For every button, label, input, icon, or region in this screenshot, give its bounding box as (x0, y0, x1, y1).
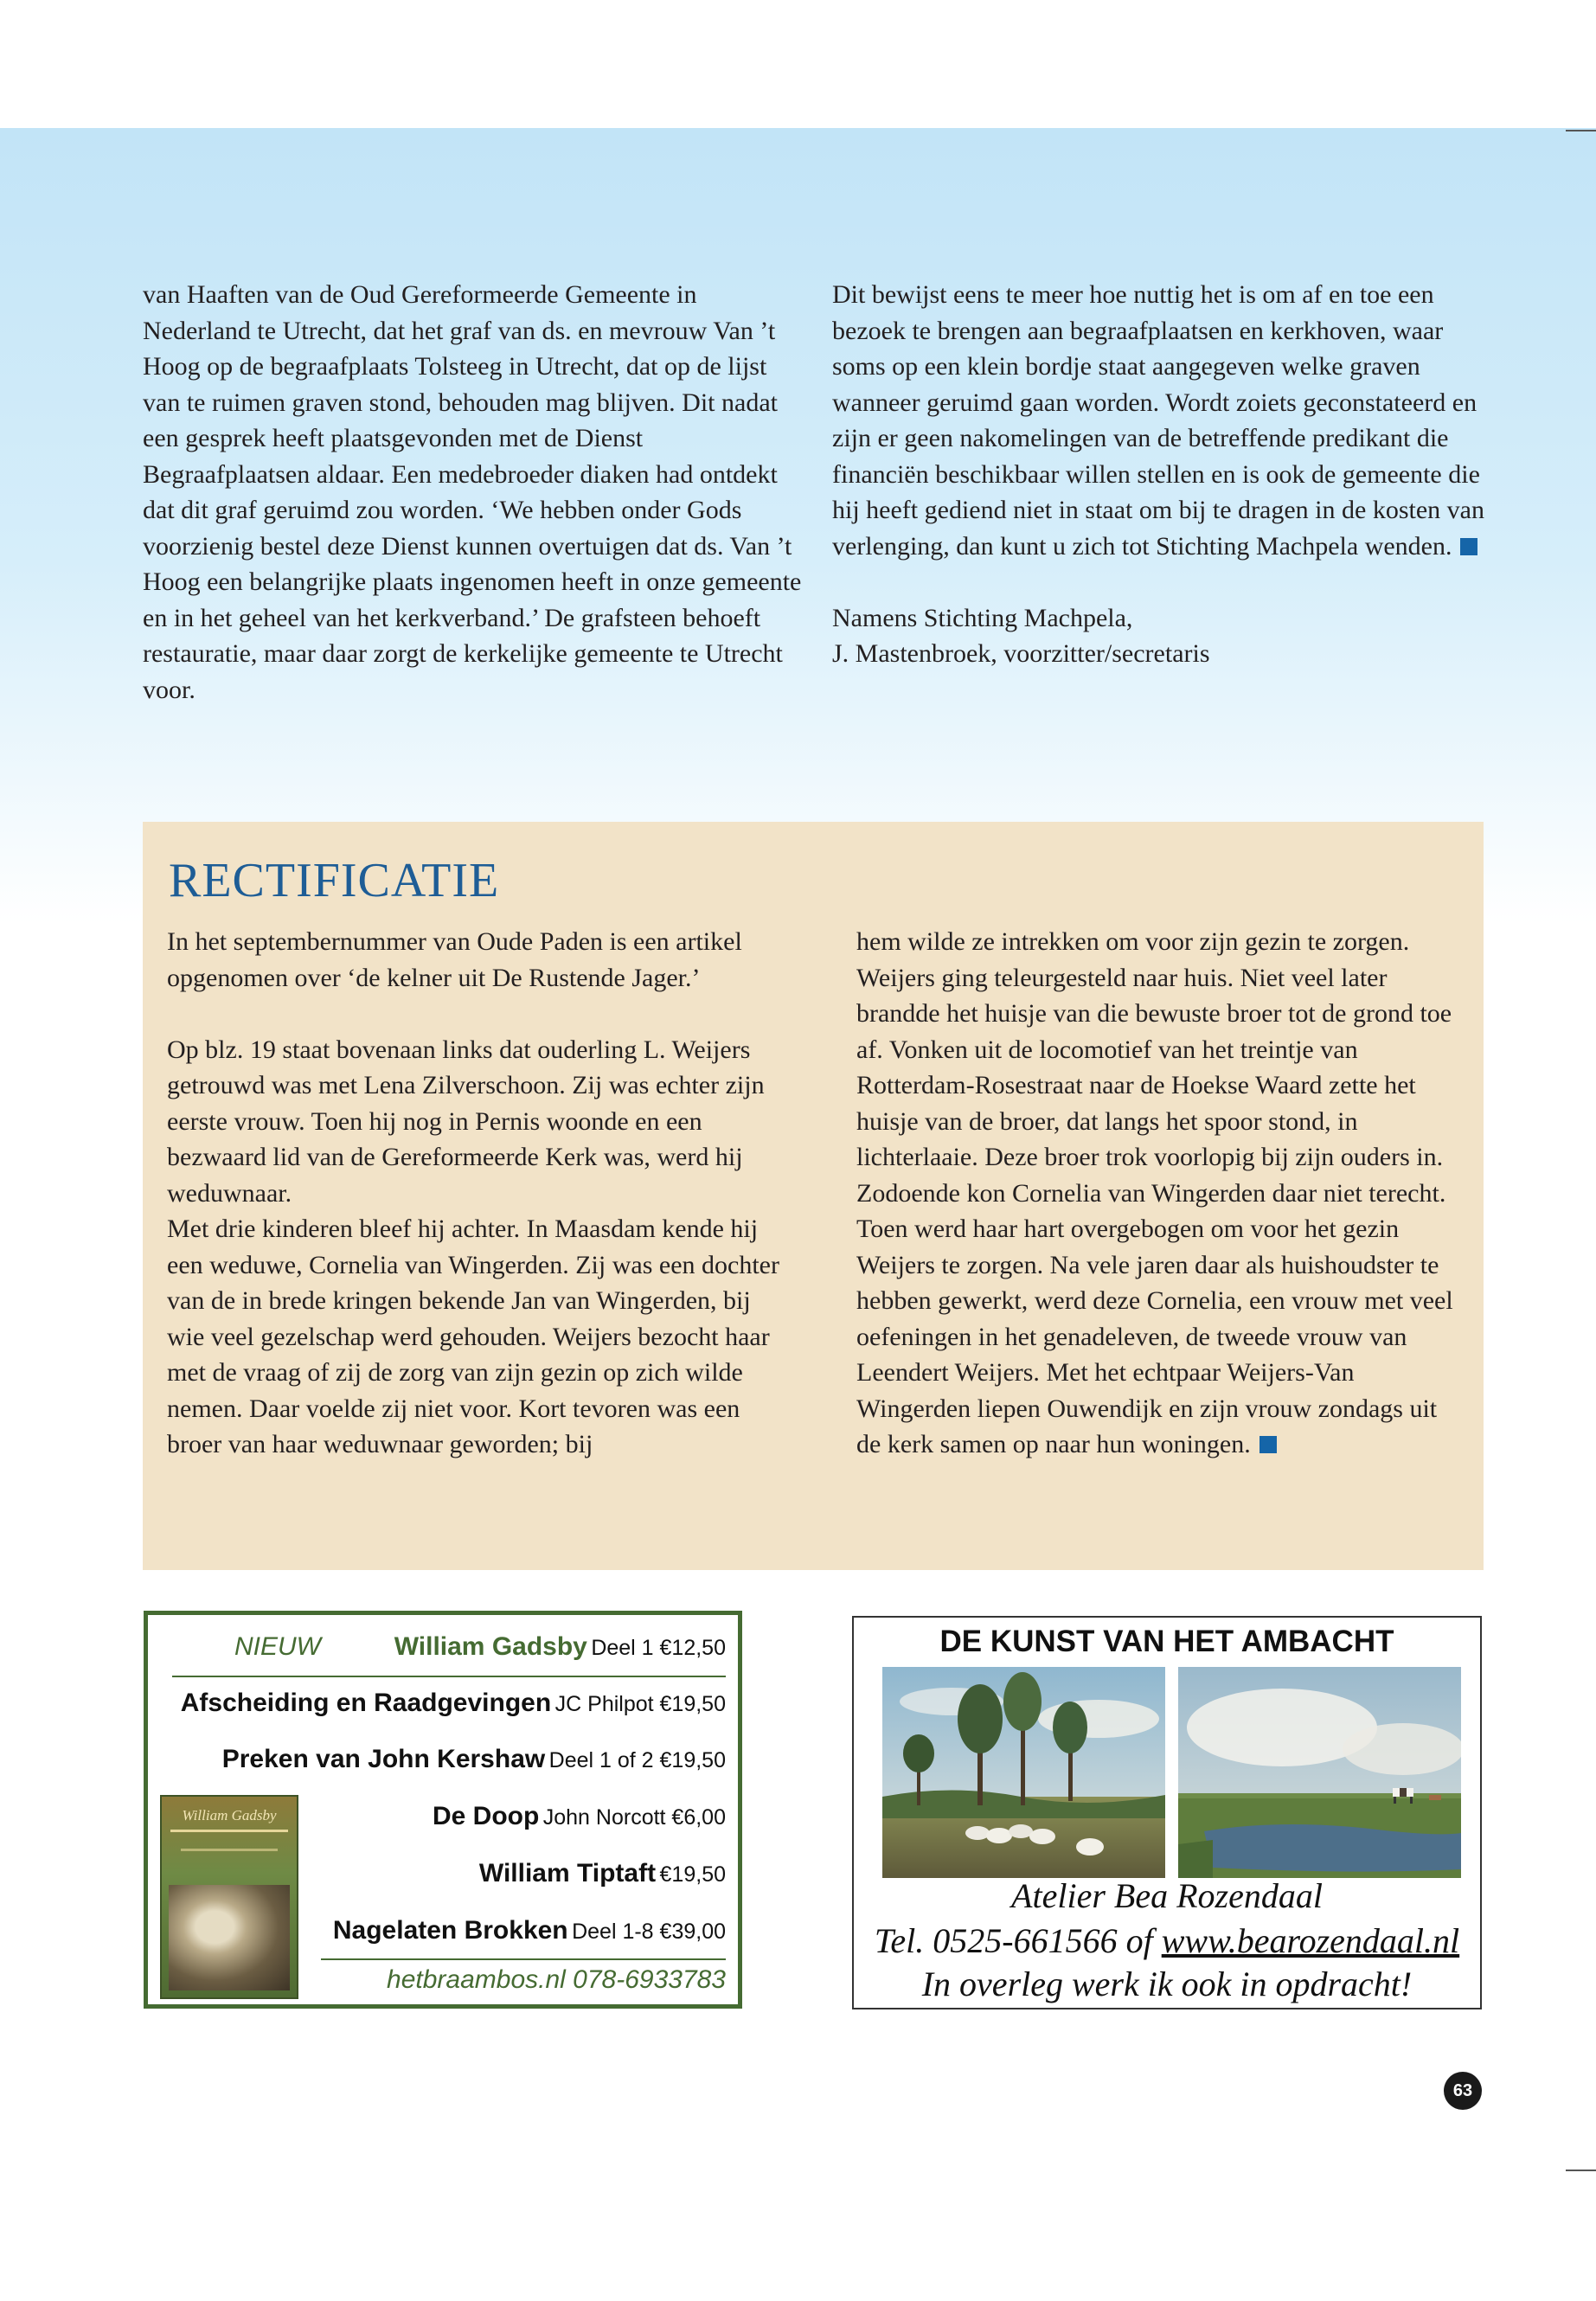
rectificatie-title: RECTIFICATIE (169, 854, 500, 907)
ad-title: DE KUNST VAN HET AMBACHT (939, 1625, 1394, 1658)
ad-book-detail: JC Philpot €19,50 (554, 1692, 726, 1716)
ad-book-line (433, 1802, 726, 1831)
ad-book-line (181, 1689, 726, 1718)
end-square-icon (1460, 538, 1477, 555)
ad-divider (172, 1676, 726, 1677)
braambos-advertisement (144, 1611, 742, 2009)
article-paragraph (832, 277, 1490, 564)
article-right-column (832, 277, 1490, 672)
ad-book-line (394, 1632, 726, 1662)
rectificatie-paragraph: Met drie kinderen bleef hij achter. In Maasdam kende hij een weduwe, Cornelia van Wingerden. Zij was een dochter van de in brede kringen bekende Jan van Wingerden, bij wie veel gezelschap werd gehouden. Weijers bezocht haar met de vraag of zij de zorg van zijn gezin op zich wilde nemen. Daar voelde zij niet voor. Kort tevoren was een broer van haar weduwnaar geworden; bij (167, 1215, 779, 1458)
ad-book-title: William Gadsby (394, 1632, 587, 1661)
book-cover-image (160, 1795, 298, 1999)
crop-mark (1566, 2170, 1596, 2171)
signature-line: J. Mastenbroek, voorzitter/secretaris (832, 639, 1210, 668)
crop-mark (1566, 130, 1596, 131)
ad-divider (321, 1958, 726, 1960)
ad-book-title: Nagelaten Brokken (332, 1916, 568, 1945)
ad-book-detail: John Norcott €6,00 (542, 1805, 726, 1830)
ad-nieuw-label: NIEUW (234, 1632, 321, 1661)
ad-book-title: William Tiptaft (478, 1859, 657, 1888)
ad-book-detail: Deel 1-8 €39,00 (572, 1920, 726, 1944)
page-number: 63 (1444, 2072, 1482, 2110)
signature-line: Namens Stichting Machpela, (832, 603, 1133, 632)
ad-website-link[interactable]: www.bearozendaal.nl (1161, 1921, 1460, 1960)
ad-commission-note: In overleg werk ik ook in opdracht! (921, 1965, 1413, 2003)
rectificatie-right-column (856, 924, 1462, 1463)
painting-heath-sheep (882, 1667, 1165, 1878)
ad-atelier-name: Atelier Bea Rozendaal (1011, 1876, 1323, 1915)
ad-book-title: Afscheiding en Raadgevingen (180, 1689, 552, 1717)
book-cover-title: William Gadsby (182, 1807, 277, 1823)
rectificatie-paragraph-text: hem wilde ze intrekken om voor zijn gezin te zorgen. Weijers ging teleurgesteld naar huis. Niet veel later brandde het huisje van die bewuste broer tot de grond toe af. Vonken uit de locomotief van het treintje van Rotterdam-Rosestraat naar de Hoekse Waard zette het huisje van de broer, dat langs het spoor stond, in lichterlaaie. Deze broer trok voorlopig bij zijn ouders in. Zodoende kon Cornelia van Wingerden daar niet terecht. Toen werd haar hart overgebogen om voor het gezin Weijers te zorgen. Na vele jaren daar als huishoudster te hebben gewerkt, werd deze Cornelia, een vrouw met veel oefeningen in het genadeleven, de tweede vrouw van Leendert Weijers. Met het echtpaar Weijers-Van Wingerden liepen Ouwendijk en zijn vrouw zondags uit de kerk samen op naar hun woningen. (856, 927, 1453, 1458)
article-left-column (143, 277, 809, 708)
rectificatie-paragraph: Op blz. 19 staat bovenaan links dat ouderling L. Weijers getrouwd was met Lena Zilverschoon. Zij was echter zijn eerste vrouw. Toen hij nog in Pernis woonde en een bezwaard lid van de Gereformeerde Kerk was, werd hij weduwnaar. (167, 1035, 765, 1208)
ad-contact-line (854, 1920, 1480, 1961)
ad-contact: hetbraambos.nl 078-6933783 (387, 1965, 726, 1994)
ad-book-title: De Doop (432, 1802, 540, 1830)
painting-cows-pond (1178, 1667, 1461, 1878)
end-square-icon (1259, 1436, 1277, 1453)
rectificatie-left-column (167, 924, 790, 1463)
ad-book-detail: Deel 1 €12,50 (591, 1636, 726, 1660)
rectificatie-paragraph (856, 924, 1462, 1463)
ad-book-detail: Deel 1 of 2 €19,50 (548, 1748, 726, 1772)
ad-book-line (333, 1916, 726, 1945)
book-portrait-image (169, 1885, 290, 1990)
rectificatie-paragraph: In het septembernummer van Oude Paden is een artikel opgenomen over ‘de kelner uit De Rustende Jager.’ (167, 927, 742, 992)
article-paragraph-text: Dit bewijst eens te meer hoe nuttig het is om af en toe een bezoek te brengen aan begraafplaatsen en kerkhoven, waar soms op een klein bordje staat aangegeven welke graven wanneer geruimd gaan worden. Wordt zoiets geconstateerd en zijn er geen nakomelingen van de betreffende predikant die financiën beschikbaar willen stellen en is ook de gemeente die hij heeft gediend niet in staat om bij te dragen in de kosten van verlenging, dan kunt u zich tot Stichting Machpela wenden. (832, 280, 1484, 561)
ad-book-detail: €19,50 (659, 1862, 726, 1887)
article-paragraph: van Haaften van de Oud Gereformeerde Gemeente in Nederland te Utrecht, dat het graf van ds. en mevrouw Van ’t Hoog op de begraafplaats Tolsteeg in Utrecht, dat op de lijst van te ruimen graven stond, behouden mag blijven. Dit nadat een gesprek heeft plaatsgevonden met de Dienst Begraafplaatsen aldaar. Een medebroeder diaken had ontdekt dat dit graf geruimd zou worden. ‘We hebben onder Gods voorzienig bestel deze Dienst kunnen overtuigen dat ds. Van ’t Hoog een belangrijke plaats ingenomen heeft in onze gemeente en in het geheel van het kerkverband.’ De grafsteen behoeft restauratie, maar daar zorgt de kerkelijke gemeente te Utrecht voor. (143, 280, 802, 704)
rozendaal-advertisement (852, 1616, 1482, 2009)
ad-book-line (222, 1745, 726, 1774)
ad-phone: Tel. 0525-661566 of (874, 1921, 1162, 1960)
ad-book-title: Preken van John Kershaw (221, 1745, 546, 1773)
ad-book-line (479, 1859, 726, 1888)
